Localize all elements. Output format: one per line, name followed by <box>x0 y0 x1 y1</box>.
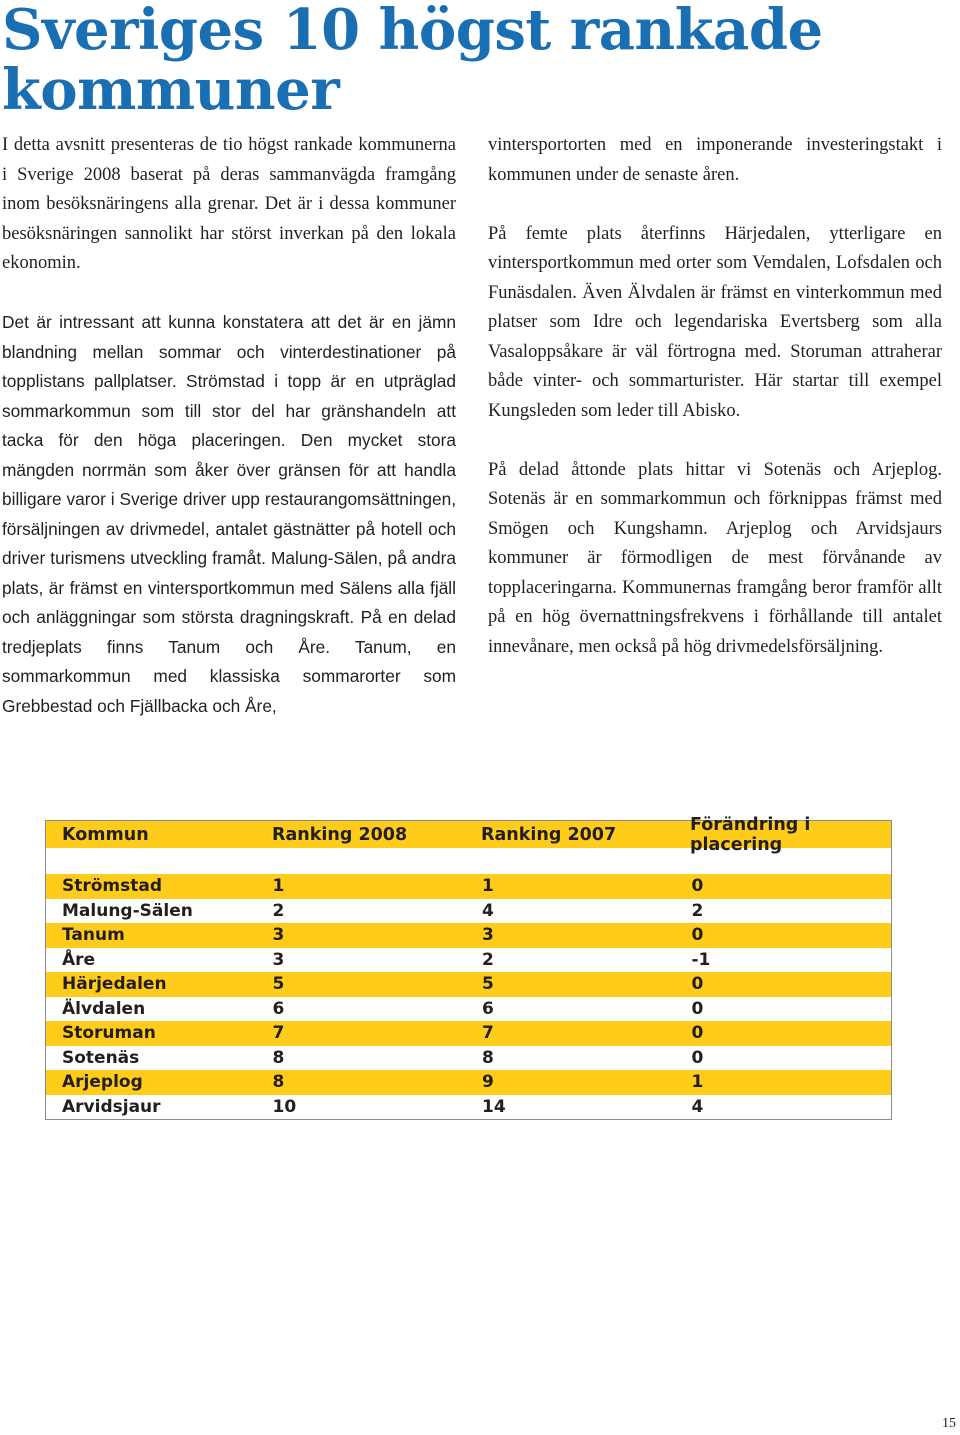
cell-ranking-2007: 5 <box>482 974 494 995</box>
page-title: Sveriges 10 högst rankade kommuner <box>2 0 823 123</box>
cell-ranking-2007: 14 <box>482 1096 506 1117</box>
ranking-table <box>45 814 892 1120</box>
cell-kommun: Sotenäs <box>62 1047 140 1068</box>
cell-ranking-2007: 9 <box>482 1072 494 1093</box>
cell-kommun: Härjedalen <box>62 974 167 995</box>
table-row <box>46 1095 891 1120</box>
cell-ranking-2007: 1 <box>482 876 494 897</box>
cell-ranking-2008: 2 <box>272 900 285 921</box>
page-number: 15 <box>942 1416 956 1431</box>
cell-kommun: Tanum <box>62 925 125 946</box>
cell-ranking-2008: 3 <box>272 949 285 970</box>
header-kommun: Kommun <box>62 824 149 845</box>
table-row <box>46 1021 891 1046</box>
cell-ranking-2008: 7 <box>272 1023 285 1044</box>
table-row <box>46 923 891 948</box>
table-row <box>46 972 891 997</box>
cell-ranking-2007: 6 <box>482 998 494 1019</box>
right-column <box>488 131 942 692</box>
left-column <box>2 131 456 751</box>
cell-ranking-2008: 8 <box>272 1072 285 1093</box>
cell-forandring: 0 <box>691 998 704 1019</box>
cell-forandring: 0 <box>691 974 704 995</box>
table-row <box>46 1046 891 1071</box>
cell-kommun: Åre <box>62 949 96 970</box>
table-row <box>46 874 891 899</box>
cell-kommun: Strömstad <box>62 876 163 897</box>
cell-ranking-2007: 7 <box>482 1023 494 1044</box>
header-ranking-2008: Ranking 2008 <box>272 824 408 845</box>
table-row <box>46 1070 891 1095</box>
cell-forandring: 1 <box>691 1072 704 1093</box>
cell-ranking-2008: 6 <box>272 998 285 1019</box>
cell-forandring: 4 <box>691 1096 704 1117</box>
cell-ranking-2008: 8 <box>272 1047 285 1068</box>
header-ranking-2007: Ranking 2007 <box>481 824 617 845</box>
cell-forandring: 0 <box>691 1023 704 1044</box>
header-forandring: Förändring i placering <box>690 814 811 855</box>
body-paragraph: Det är intressant att kunna konstatera att det är en jämn blandning mellan sommar och vinterdestinationer på topplistans pallplatser. Strömstad i topp är en utpräglad sommarkommun som till stor del har gränshandeln att tacka för den höga placeringen. Den mycket stora mängden norrmän som åker över gränsen för att handla billigare varor i Sverige driver upp restaurangomsättningen, försäljningen av drivmedel, antalet gästnätter på hotell och driver turismens utveckling framåt. Malung-Sälen, på andra plats, är främst en vintersportkommun med Sälens alla fjäll och anläggningar som största dragningskraft. På en delad tredjeplats finns Tanum och Åre. Tanum, en sommarkommun med klassiska sommarorter som Grebbestad och Fjällbacka och Åre, <box>2 312 456 716</box>
body-paragraph: vintersportorten med en imponerande investeringstakt i kommunen under de senaste åren. <box>488 135 942 185</box>
cell-forandring: 0 <box>691 925 704 946</box>
cell-kommun: Arjeplog <box>62 1072 143 1093</box>
cell-ranking-2007: 2 <box>482 949 494 970</box>
cell-kommun: Älvdalen <box>62 998 146 1019</box>
cell-ranking-2007: 4 <box>482 900 494 921</box>
cell-kommun: Malung-Sälen <box>62 900 193 921</box>
cell-ranking-2007: 8 <box>482 1047 494 1068</box>
cell-ranking-2008: 10 <box>272 1096 297 1117</box>
table-row <box>46 899 891 924</box>
cell-forandring: 0 <box>691 876 704 897</box>
table-row <box>46 948 891 973</box>
cell-ranking-2007: 3 <box>482 925 494 946</box>
body-paragraph: På delad åttonde plats hittar vi Sotenäs och Arjeplog. Sotenäs är en sommarkommun och förknippas främst med Smögen och Kungshamn. Arjeplog och Arvidsjaurs kommuner är förmodligen de mest förvånande av topplaceringarna. Kommunernas framgång beror framför allt på en hög övernattningsfrekvens i förhållande till antalet innevånare, men också på hög drivmedelsförsäljning. <box>488 459 942 657</box>
cell-kommun: Storuman <box>62 1023 156 1044</box>
body-paragraph: På femte plats återfinns Härjedalen, ytterligare en vintersportkommun med orter som Vemdalen, Lofsdalen och Funäsdalen. Även Älvdalen är främst en vinterkommun med platser som Idre och legendariska Evertsberg som alla Vasaloppsåkare är väl förtrogna med. Storuman attraherar både vinter- och sommarturister. Här startar till exempel Kungsleden som leder till Abisko. <box>488 223 942 421</box>
cell-kommun: Arvidsjaur <box>62 1096 161 1117</box>
cell-ranking-2008: 3 <box>272 925 285 946</box>
intro-paragraph: I detta avsnitt presenteras de tio högst rankade kommunerna i Sverige 2008 baserat på deras sammanvägda framgång inom besöksnäringens alla grenar. Det är i dessa kommuner besöksnäringen sannolikt har störst inverkan på den lokala ekonomin. <box>2 135 456 273</box>
cell-forandring: 2 <box>691 900 704 921</box>
cell-ranking-2008: 1 <box>272 876 285 897</box>
table-row <box>46 997 891 1022</box>
cell-forandring: -1 <box>691 949 711 970</box>
cell-ranking-2008: 5 <box>272 974 285 995</box>
table-header-row <box>46 814 891 855</box>
cell-forandring: 0 <box>691 1047 704 1068</box>
